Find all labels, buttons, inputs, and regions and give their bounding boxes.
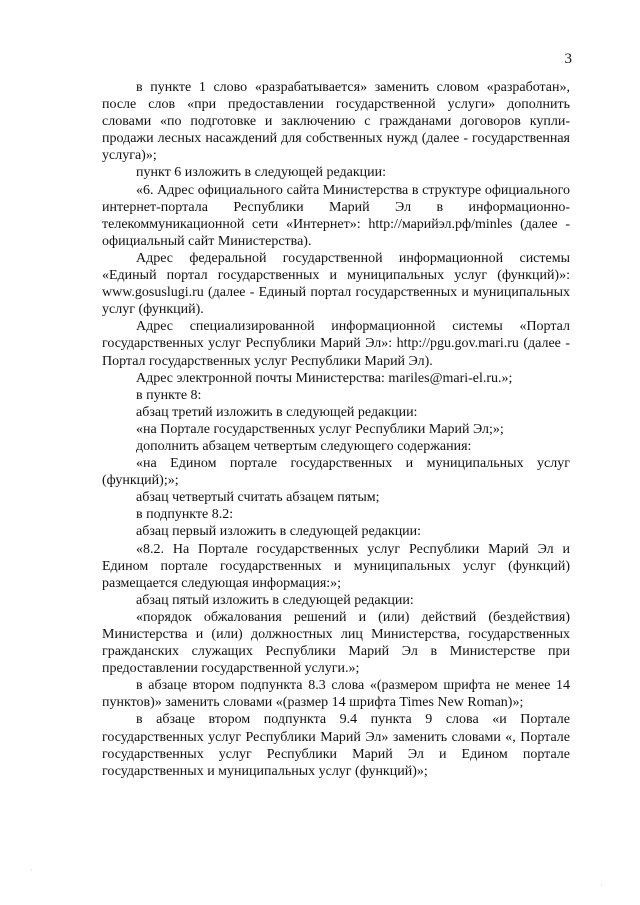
paragraph-appeal-procedure: «порядок обжалования решений и (или) действий (бездействия) Министерства и (или) должностных лиц Министерства, государственных гражданских служащих Республики Марий Эл в Министерстве при предоставлении государственной услуги.»; bbox=[102, 609, 570, 677]
paragraph-item-8-abzac-4-text: «на Едином портале государственных и муниципальных услуг (функций);»; bbox=[102, 456, 570, 489]
page-number: 3 bbox=[564, 51, 572, 67]
paragraph-subitem-8-2-abzac-1: абзац первый изложить в следующей редакции: bbox=[136, 524, 422, 540]
paragraph-subitem-8-2: в подпункте 8.2: bbox=[136, 507, 234, 523]
scan-dot-left: · bbox=[30, 865, 33, 875]
paragraph-item-8-add-abzac-4: дополнить абзацем четвертым следующего содержания: bbox=[136, 438, 472, 454]
paragraph-regional-portal: Адрес специализированной информационной системы «Портал государственных услуг Республики Марий Эл»: http://pgu.gov.mari.ru (далее - Портал государственных услуг Республики Марий Эл). bbox=[102, 319, 570, 369]
paragraph-abzac-5: абзац пятый изложить в следующей редакции: bbox=[136, 592, 414, 608]
document-body bbox=[102, 79, 570, 780]
paragraph-item-8-abzac-3: абзац третий изложить в следующей редакции: bbox=[136, 404, 418, 420]
paragraph-official-site: «6. Адрес официального сайта Министерства в структуре официального интернет-портала Республики Марий Эл в информационно-телекоммуникационной сети «Интернет»: http://марийэл.рф/minles (далее - официальный сайт Министерства). bbox=[102, 182, 570, 249]
paragraph-federal-portal: Адрес федеральной государственной информационной системы «Единый портал государственных и муниципальных услуг (функций)»: www.gosuslugi.ru (далее - Единый портал государственных и муниципальных услуг (функций). bbox=[102, 250, 570, 318]
paragraph-item-6-intro: пункт 6 изложить в следующей редакции: bbox=[136, 165, 386, 181]
paragraph-subitem-8-2-text: «8.2. На Портале государственных услуг Республики Марий Эл и Едином портале государственных и муниципальных услуг (функций) размещается следующая информация:»; bbox=[102, 541, 570, 591]
paragraph-subitem-8-3: в абзаце втором подпункта 8.3 слова «(размером шрифта не менее 14 пунктов)» заменить словами «(размер 14 шрифта Times New Roman)»; bbox=[102, 678, 570, 711]
paragraph-item-1-change: в пункте 1 слово «разрабатывается» заменить словом «разработан», после слов «при предоставлении государственной услуги» дополнить словами «по подготовке и заключению с гражданами договоров купли-продажи лесных насаждений для собственных нужд (далее - государственная услуга)»; bbox=[102, 80, 570, 164]
paragraph-item-8: в пункте 8: bbox=[136, 387, 202, 403]
paragraph-item-8-renumber: абзац четвертый считать абзацем пятым; bbox=[136, 490, 380, 506]
paragraph-item-8-abzac-3-text: «на Портале государственных услуг Республики Марий Эл;»; bbox=[136, 421, 504, 437]
paragraph-subitem-9-4: в абзаце втором подпункта 9.4 пункта 9 слова «и Портале государственных услуг Республики Марий Эл» заменить словами «, Портале государственных услуг Республики Марий Эл и Едином портале государственных и муниципальных услуг (функций)»; bbox=[102, 712, 570, 779]
scan-dot-right: · bbox=[600, 880, 603, 890]
paragraph-email: Адрес электронной почты Министерства: mariles@mari-el.ru.»; bbox=[136, 370, 513, 386]
